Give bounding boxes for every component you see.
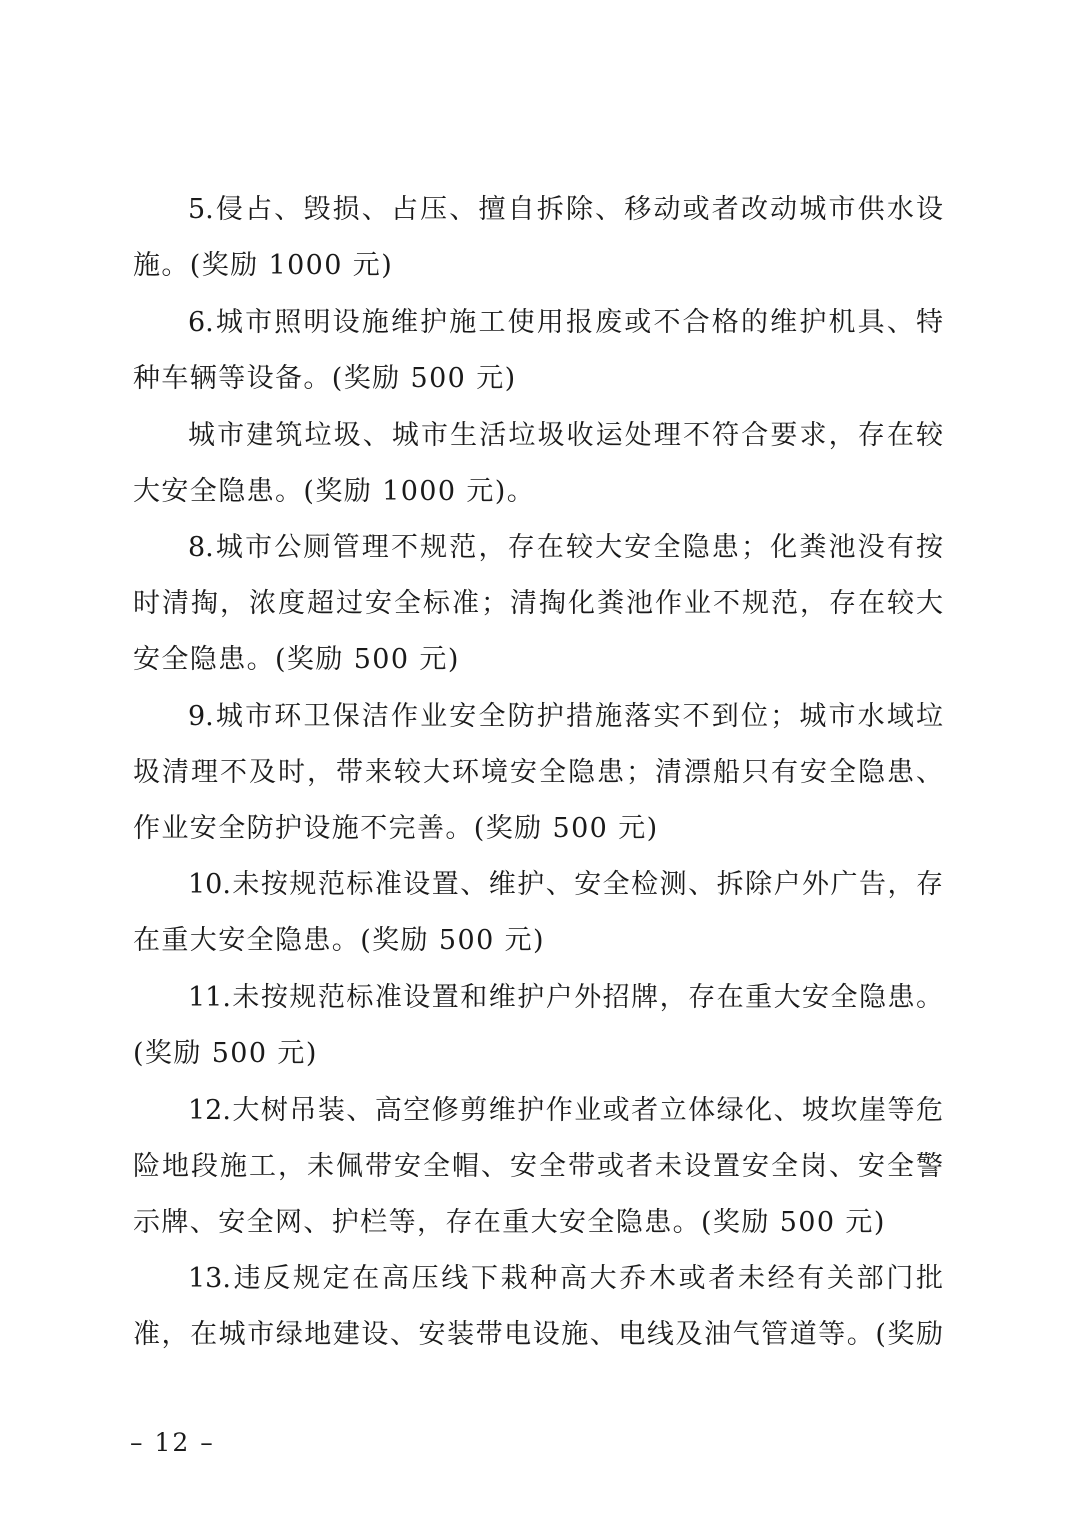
item-6-line-2: 种车辆等设备。(奖励 500 元) [133, 363, 517, 394]
item-7-line-1: 城市建筑垃圾、城市生活垃圾收运处理不符合要求，存在较 [188, 420, 943, 451]
item-12-line-2: 险地段施工，未佩带安全帽、安全带或者未设置安全岗、安全警 [133, 1151, 943, 1182]
item-9-line-1: 9.城市环卫保洁作业安全防护措施落实不到位；城市水域垃 [188, 701, 943, 732]
item-5-line-1: 5.侵占、毁损、占压、擅自拆除、移动或者改动城市供水设 [188, 194, 943, 225]
item-10-line-2: 在重大安全隐患。(奖励 500 元) [133, 925, 545, 956]
item-13-line-2: 准，在城市绿地建设、安装带电设施、电线及油气管道等。(奖励 [133, 1319, 943, 1350]
item-8-line-2: 时清掏，浓度超过安全标准；清掏化粪池作业不规范，存在较大 [133, 588, 943, 619]
page-number: – 12 – [130, 1428, 215, 1457]
item-12-line-3: 示牌、安全网、护栏等，存在重大安全隐患。(奖励 500 元) [133, 1207, 886, 1238]
item-11-line-2: (奖励 500 元) [133, 1038, 318, 1069]
item-12-line-1: 12.大树吊装、高空修剪维护作业或者立体绿化、坡坎崖等危 [188, 1095, 943, 1126]
item-5-line-2: 施。(奖励 1000 元) [133, 250, 394, 281]
item-8-line-3: 安全隐患。(奖励 500 元) [133, 644, 460, 675]
item-10-line-1: 10.未按规范标准设置、维护、安全检测、拆除户外广告，存 [188, 869, 943, 900]
item-6-line-1: 6.城市照明设施维护施工使用报废或不合格的维护机具、特 [188, 307, 943, 338]
item-8-line-1: 8.城市公厕管理不规范，存在较大安全隐患；化粪池没有按 [188, 532, 943, 563]
item-9-line-2: 圾清理不及时，带来较大环境安全隐患；清漂船只有安全隐患、 [133, 757, 943, 788]
item-7-line-2: 大安全隐患。(奖励 1000 元)。 [133, 476, 536, 507]
item-9-line-3: 作业安全防护设施不完善。(奖励 500 元) [133, 813, 659, 844]
item-13-line-1: 13.违反规定在高压线下栽种高大乔木或者未经有关部门批 [188, 1263, 943, 1294]
item-11-line-1: 11.未按规范标准设置和维护户外招牌，存在重大安全隐患。 [188, 982, 943, 1013]
